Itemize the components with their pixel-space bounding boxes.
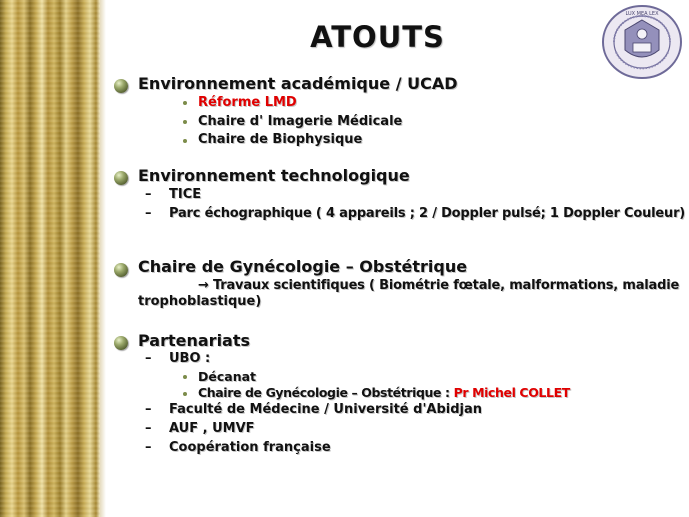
item-reforme-lmd: Réforme LMD xyxy=(198,95,297,110)
chaire-label: Chaire de Gynécologie – Obstétrique : xyxy=(198,385,454,400)
sub-bullet xyxy=(183,139,187,143)
logo-motto: LUX MEA LEX xyxy=(625,11,659,17)
sub-bullet xyxy=(183,101,187,105)
item-chaire-gyneco-ubo xyxy=(198,385,570,400)
section-bullet xyxy=(114,171,128,185)
dash-bullet: – xyxy=(145,351,152,366)
dash-bullet: – xyxy=(145,206,152,221)
section-chaire-gyneco: Chaire de Gynécologie – Obstétrique xyxy=(138,257,468,276)
sub-bullet xyxy=(183,392,187,396)
dash-bullet: – xyxy=(145,187,152,202)
section-bullet xyxy=(114,336,128,350)
decorative-gold-stripe xyxy=(0,0,100,517)
slide-title: ATOUTS xyxy=(310,20,445,54)
section-env-academique: Environnement académique / UCAD xyxy=(138,74,458,93)
item-auf-umvf: AUF , UMVF xyxy=(169,421,255,436)
travaux-scientifiques-line2: trophoblastique) xyxy=(138,294,262,309)
sub-bullet xyxy=(183,375,187,379)
chaire-person: Pr Michel COLLET xyxy=(453,385,570,400)
university-seal-icon xyxy=(601,4,683,80)
item-chaire-imagerie: Chaire d' Imagerie Médicale xyxy=(198,114,403,129)
item-parc-echographique: Parc échographique ( 4 appareils ; 2 / Doppler pulsé; 1 Doppler Couleur) xyxy=(169,206,686,221)
stripe-shadow xyxy=(100,0,106,517)
section-env-technologique: Environnement technologique xyxy=(138,166,410,185)
section-bullet xyxy=(114,79,128,93)
item-chaire-biophysique: Chaire de Biophysique xyxy=(198,132,363,147)
section-bullet xyxy=(114,263,128,277)
item-decanat: Décanat xyxy=(198,369,257,384)
item-ubo: UBO : xyxy=(169,351,211,366)
item-faculte-abidjan: Faculté de Médecine / Université d'Abidjan xyxy=(169,402,483,417)
section-partenariats: Partenariats xyxy=(138,331,251,350)
dash-bullet: – xyxy=(145,421,152,436)
dash-bullet: – xyxy=(145,402,152,417)
dash-bullet: – xyxy=(145,440,152,455)
item-cooperation: Coopération française xyxy=(169,440,331,455)
sub-bullet xyxy=(183,120,187,124)
travaux-scientifiques-line1: → Travaux scientifiques ( Biométrie fœtale, malformations, maladie xyxy=(198,278,680,293)
item-tice: TICE xyxy=(169,187,202,202)
